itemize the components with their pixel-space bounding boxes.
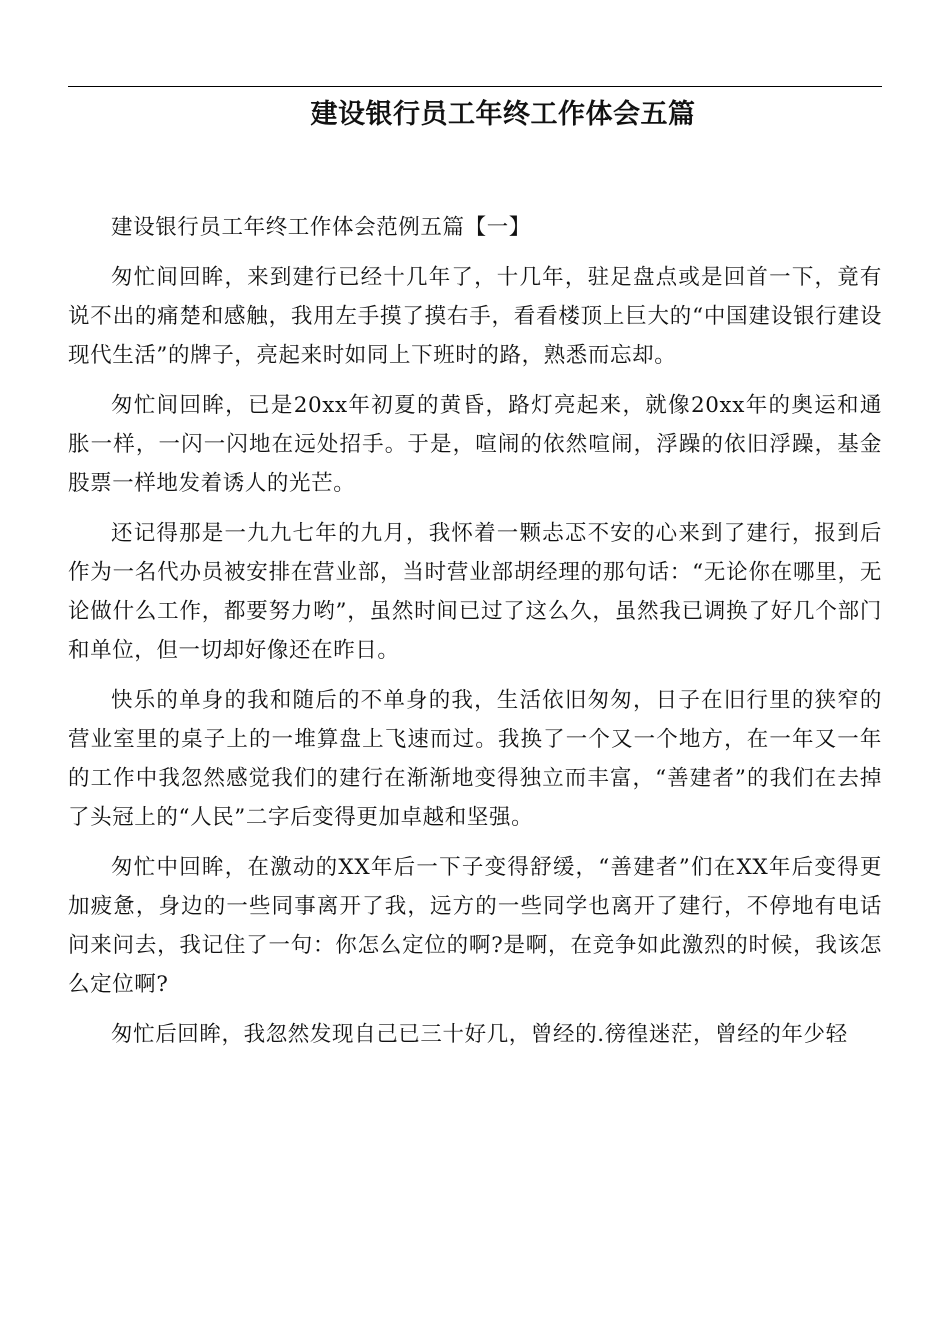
document-title: 建设银行员工年终工作体会五篇 [310, 99, 696, 130]
document-body [68, 208, 882, 1065]
body-paragraph: 还记得那是一九九七年的九月，我怀着一颗忐忑不安的心来到了建行，报到后作为一名代办员被安排在营业部，当时营业部胡经理的那句话：“无论你在哪里，无论做什么工作，都要努力哟”，虽然时间已过了这么久，虽然我已调换了好几个部门和单位，但一切却好像还在昨日。 [68, 521, 882, 663]
header-rule [68, 86, 882, 87]
body-paragraph: 匆忙中回眸，在激动的XX年后一下子变得舒缓，“善建者”们在XX年后变得更加疲惫，身边的一些同事离开了我，远方的一些同学也离开了建行，不停地有电话问来问去，我记住了一句：你怎么定位的啊?是啊，在竞争如此激烈的时候，我该怎么定位啊? [68, 855, 882, 997]
section-heading: 建设银行员工年终工作体会范例五篇【一】 [111, 215, 531, 240]
body-paragraph: 匆忙间回眸，来到建行已经十几年了，十几年，驻足盘点或是回首一下，竟有说不出的痛楚和感触，我用左手摸了摸右手，看看楼顶上巨大的“中国建设银行建设现代生活”的牌子，亮起来时如同上下班时的路，熟悉而忘却。 [68, 265, 882, 368]
body-paragraph: 快乐的单身的我和随后的不单身的我，生活依旧匆匆，日子在旧行里的狭窄的营业室里的桌子上的一堆算盘上飞速而过。我换了一个又一个地方，在一年又一年的工作中我忽然感觉我们的建行在渐渐地变得独立而丰富，“善建者”的我们在去掉了头冠上的“人民”二字后变得更加卓越和坚强。 [68, 688, 882, 830]
body-paragraph: 匆忙间回眸，已是20xx年初夏的黄昏，路灯亮起来，就像20xx年的奥运和通胀一样，一闪一闪地在远处招手。于是，喧闹的依然喧闹，浮躁的依旧浮躁，基金股票一样地发着诱人的光芒。 [68, 393, 882, 496]
body-paragraph: 匆忙后回眸，我忽然发现自己已三十好几，曾经的.徬徨迷茫，曾经的年少轻 [111, 1022, 848, 1047]
